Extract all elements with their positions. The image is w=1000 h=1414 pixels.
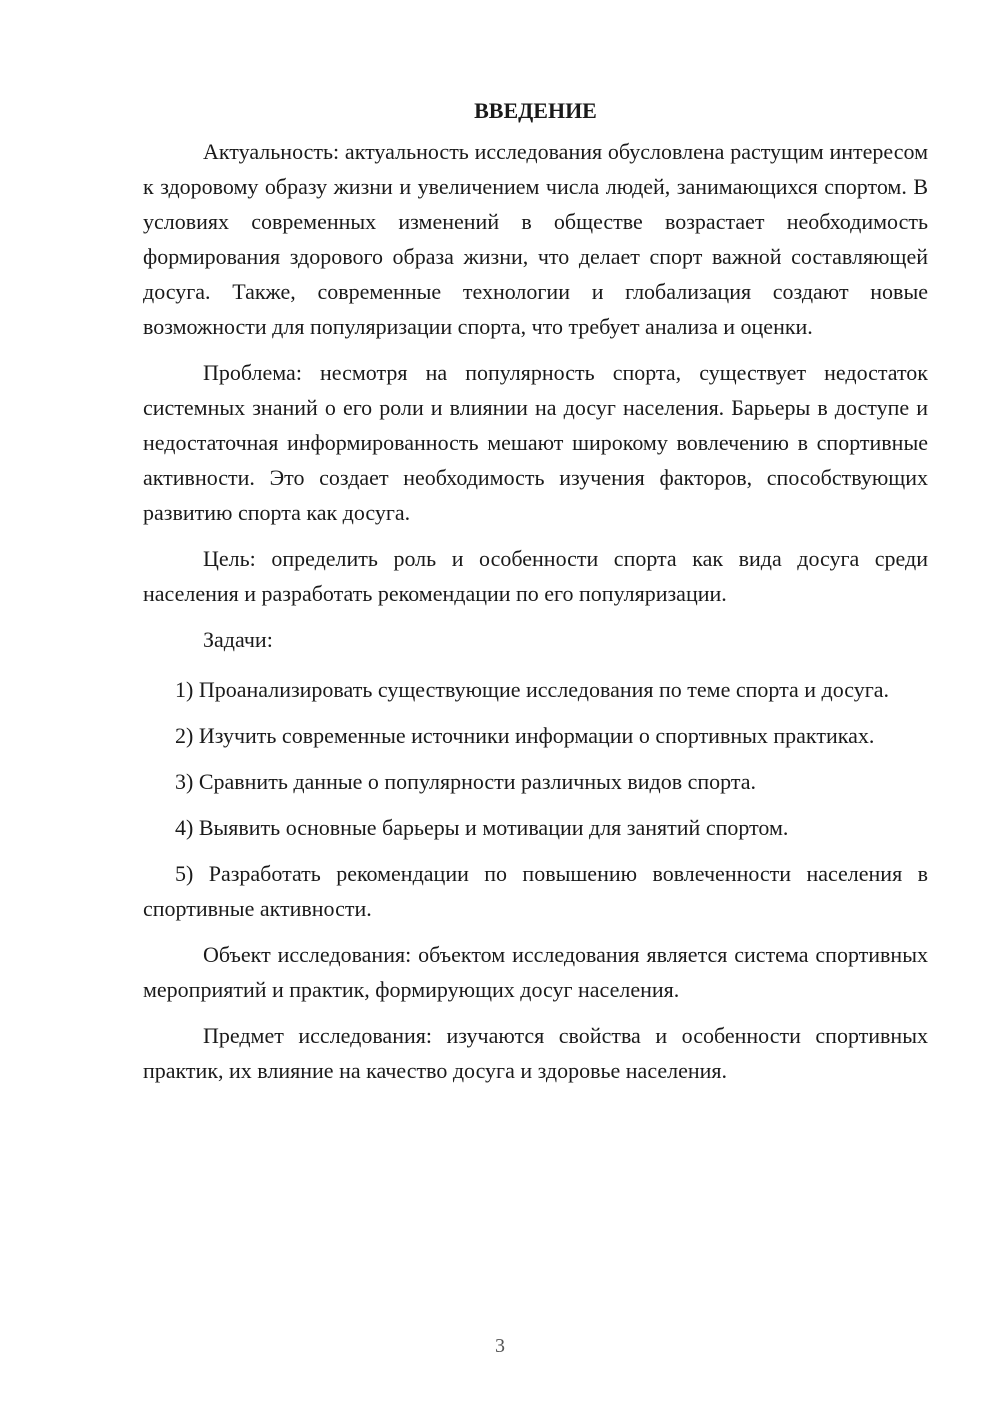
page-number: 3 <box>495 1335 505 1357</box>
page-title: ВВЕДЕНИЕ <box>474 98 597 123</box>
tasks-heading: Задачи: <box>203 627 273 652</box>
task-item-4: 4) Выявить основные барьеры и мотивации для занятий спортом. <box>175 815 789 840</box>
task-item-5: 5) Разработать рекомендации по повышению вовлеченности населения в спортивные активности. <box>143 861 928 921</box>
task-item-3: 3) Сравнить данные о популярности различных видов спорта. <box>175 769 757 794</box>
document-page <box>143 93 928 1099</box>
task-item-1: 1) Проанализировать существующие исследования по теме спорта и досуга. <box>175 677 890 702</box>
relevance-paragraph: Актуальность: актуальность исследования обусловлена растущим интересом к здоровому образу жизни и увеличением числа людей, занимающихся спортом. В условиях современных изменений в обществе возрастает необходимость формирования здорового образа жизни, что делает спорт важной составляющей досуга. Также, современные технологии и глобализация создают новые возможности для популяризации спорта, что требует анализа и оценки. <box>143 139 928 339</box>
subject-paragraph: Предмет исследования: изучаются свойства и особенности спортивных практик, их влияние на качество досуга и здоровье населения. <box>143 1023 928 1083</box>
task-item-2: 2) Изучить современные источники информации о спортивных практиках. <box>175 723 875 748</box>
object-paragraph: Объект исследования: объектом исследования является система спортивных мероприятий и практик, формирующих досуг населения. <box>143 942 928 1002</box>
goal-paragraph: Цель: определить роль и особенности спорта как вида досуга среди населения и разработать рекомендации по его популяризации. <box>143 546 928 606</box>
problem-paragraph: Проблема: несмотря на популярность спорта, существует недостаток системных знаний о его роли и влиянии на досуг населения. Барьеры в доступе и недостаточная информированность мешают широкому вовлечению в спортивные активности. Это создает необходимость изучения факторов, способствующих развитию спорта как досуга. <box>143 360 928 525</box>
